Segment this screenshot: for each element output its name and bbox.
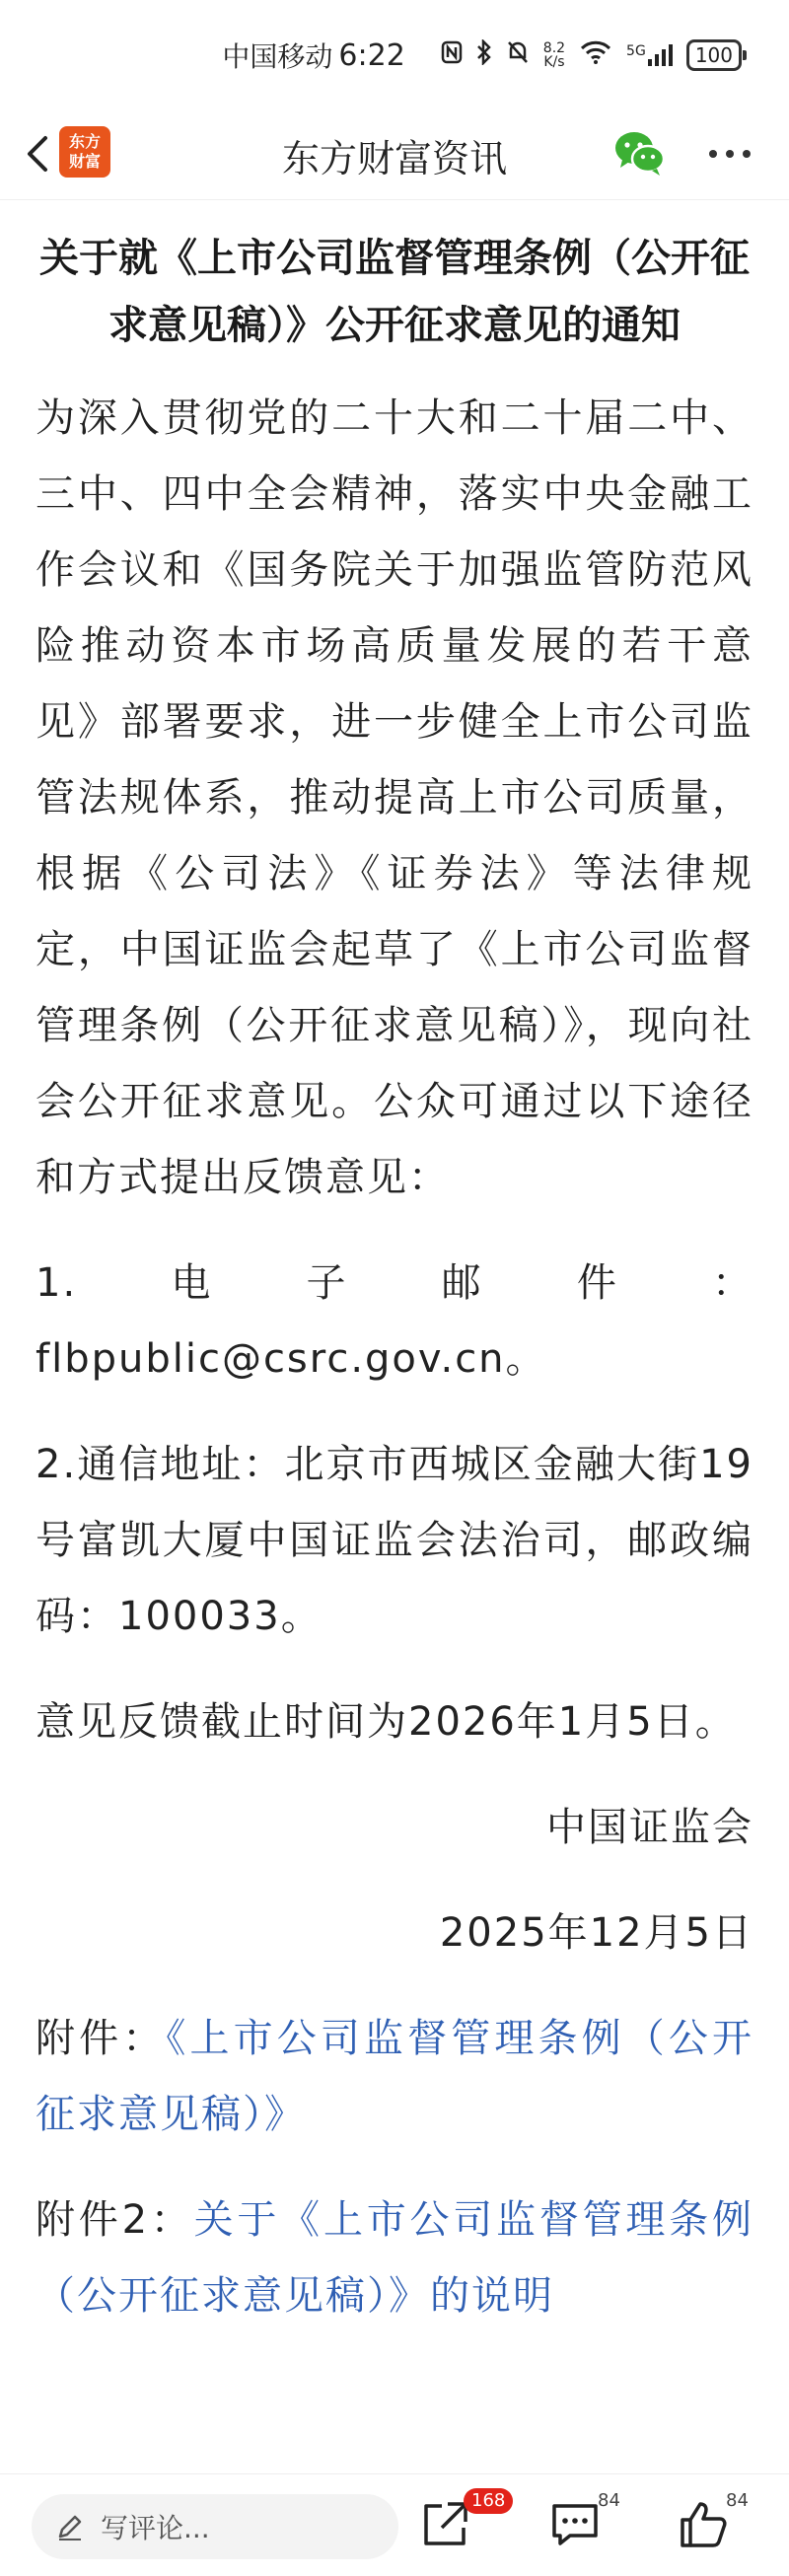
signature: 中国证监会 [546,1805,753,1850]
attachment-2-label: 附件2： [36,2197,194,2243]
bottom-action-bar [0,2473,789,2576]
signal-icon [626,43,673,67]
status-bar [0,0,789,110]
bluetooth-icon [476,39,492,71]
comment-input[interactable] [32,2494,398,2559]
article-body: 为深入贯彻党的二十大和二十届二中、三中、四中全会精神，落实中央金融工作会议和《国务院关于加强监管防范风险推动资本市场高质量发展的若干意见》部署要求，进一步健全上市公司监管法规体系，推动提高上市公司质量，根据《公司法》《证券法》等法律规定，中国证监会起草了《上市公司监督管理条例（公开征求意见稿）》，现向社会公开征求意见。公众可通过以下途径和方式提出反馈意见： [36,395,753,1200]
feedback-address: 2.通信地址：北京市西城区金融大街19号富凯大厦中国证监会法治司，邮政编码：100033。 [36,1442,753,1639]
article-content [36,225,753,2364]
pen-icon [55,2512,85,2541]
wifi-icon [579,39,612,71]
clock: 6:22 [338,37,405,73]
attachment-2-link[interactable]: 关于《上市公司监督管理条例（公开征求意见稿）》的说明 [36,2197,754,2319]
logo-line-2: 财富 [68,152,101,171]
wechat-icon[interactable] [613,128,667,178]
nav-title: 东方财富资讯 [281,137,507,180]
share-badge: 168 [464,2488,513,2514]
attachment-1 [36,2001,753,2153]
attachment-1-link[interactable]: 《上市公司监督管理条例（公开征求意见稿）》 [36,2016,753,2137]
status-icons [441,39,742,71]
net-speed-unit: K/s [543,54,565,70]
comment-placeholder: 写评论... [101,2512,210,2544]
net-speed [543,41,565,69]
top-nav-bar [0,110,789,200]
article-title: 关于就《上市公司监督管理条例（公开征求意见稿）》公开征求意见的通知 [39,236,750,348]
carrier-label: 中国移动 [222,40,333,73]
more-icon[interactable] [706,146,753,160]
feedback-deadline: 意见反馈截止时间为2026年1月5日。 [36,1699,737,1745]
comment-count: 84 [598,2490,620,2511]
like-count: 84 [726,2490,749,2511]
logo-line-1: 东方 [68,132,101,151]
attachment-2 [36,2182,753,2334]
attachment-1-label: 附件： [36,2016,167,2061]
publish-date: 2025年12月5日 [439,1910,753,1956]
feedback-email: 1.电子邮件：flbpublic@csrc.gov.cn。 [36,1260,753,1382]
nfc-icon [441,40,463,70]
battery-indicator: 100 [686,39,742,71]
signal-label: 5G [626,43,646,59]
mute-icon [506,39,530,71]
net-speed-value: 8.2 [542,40,566,56]
